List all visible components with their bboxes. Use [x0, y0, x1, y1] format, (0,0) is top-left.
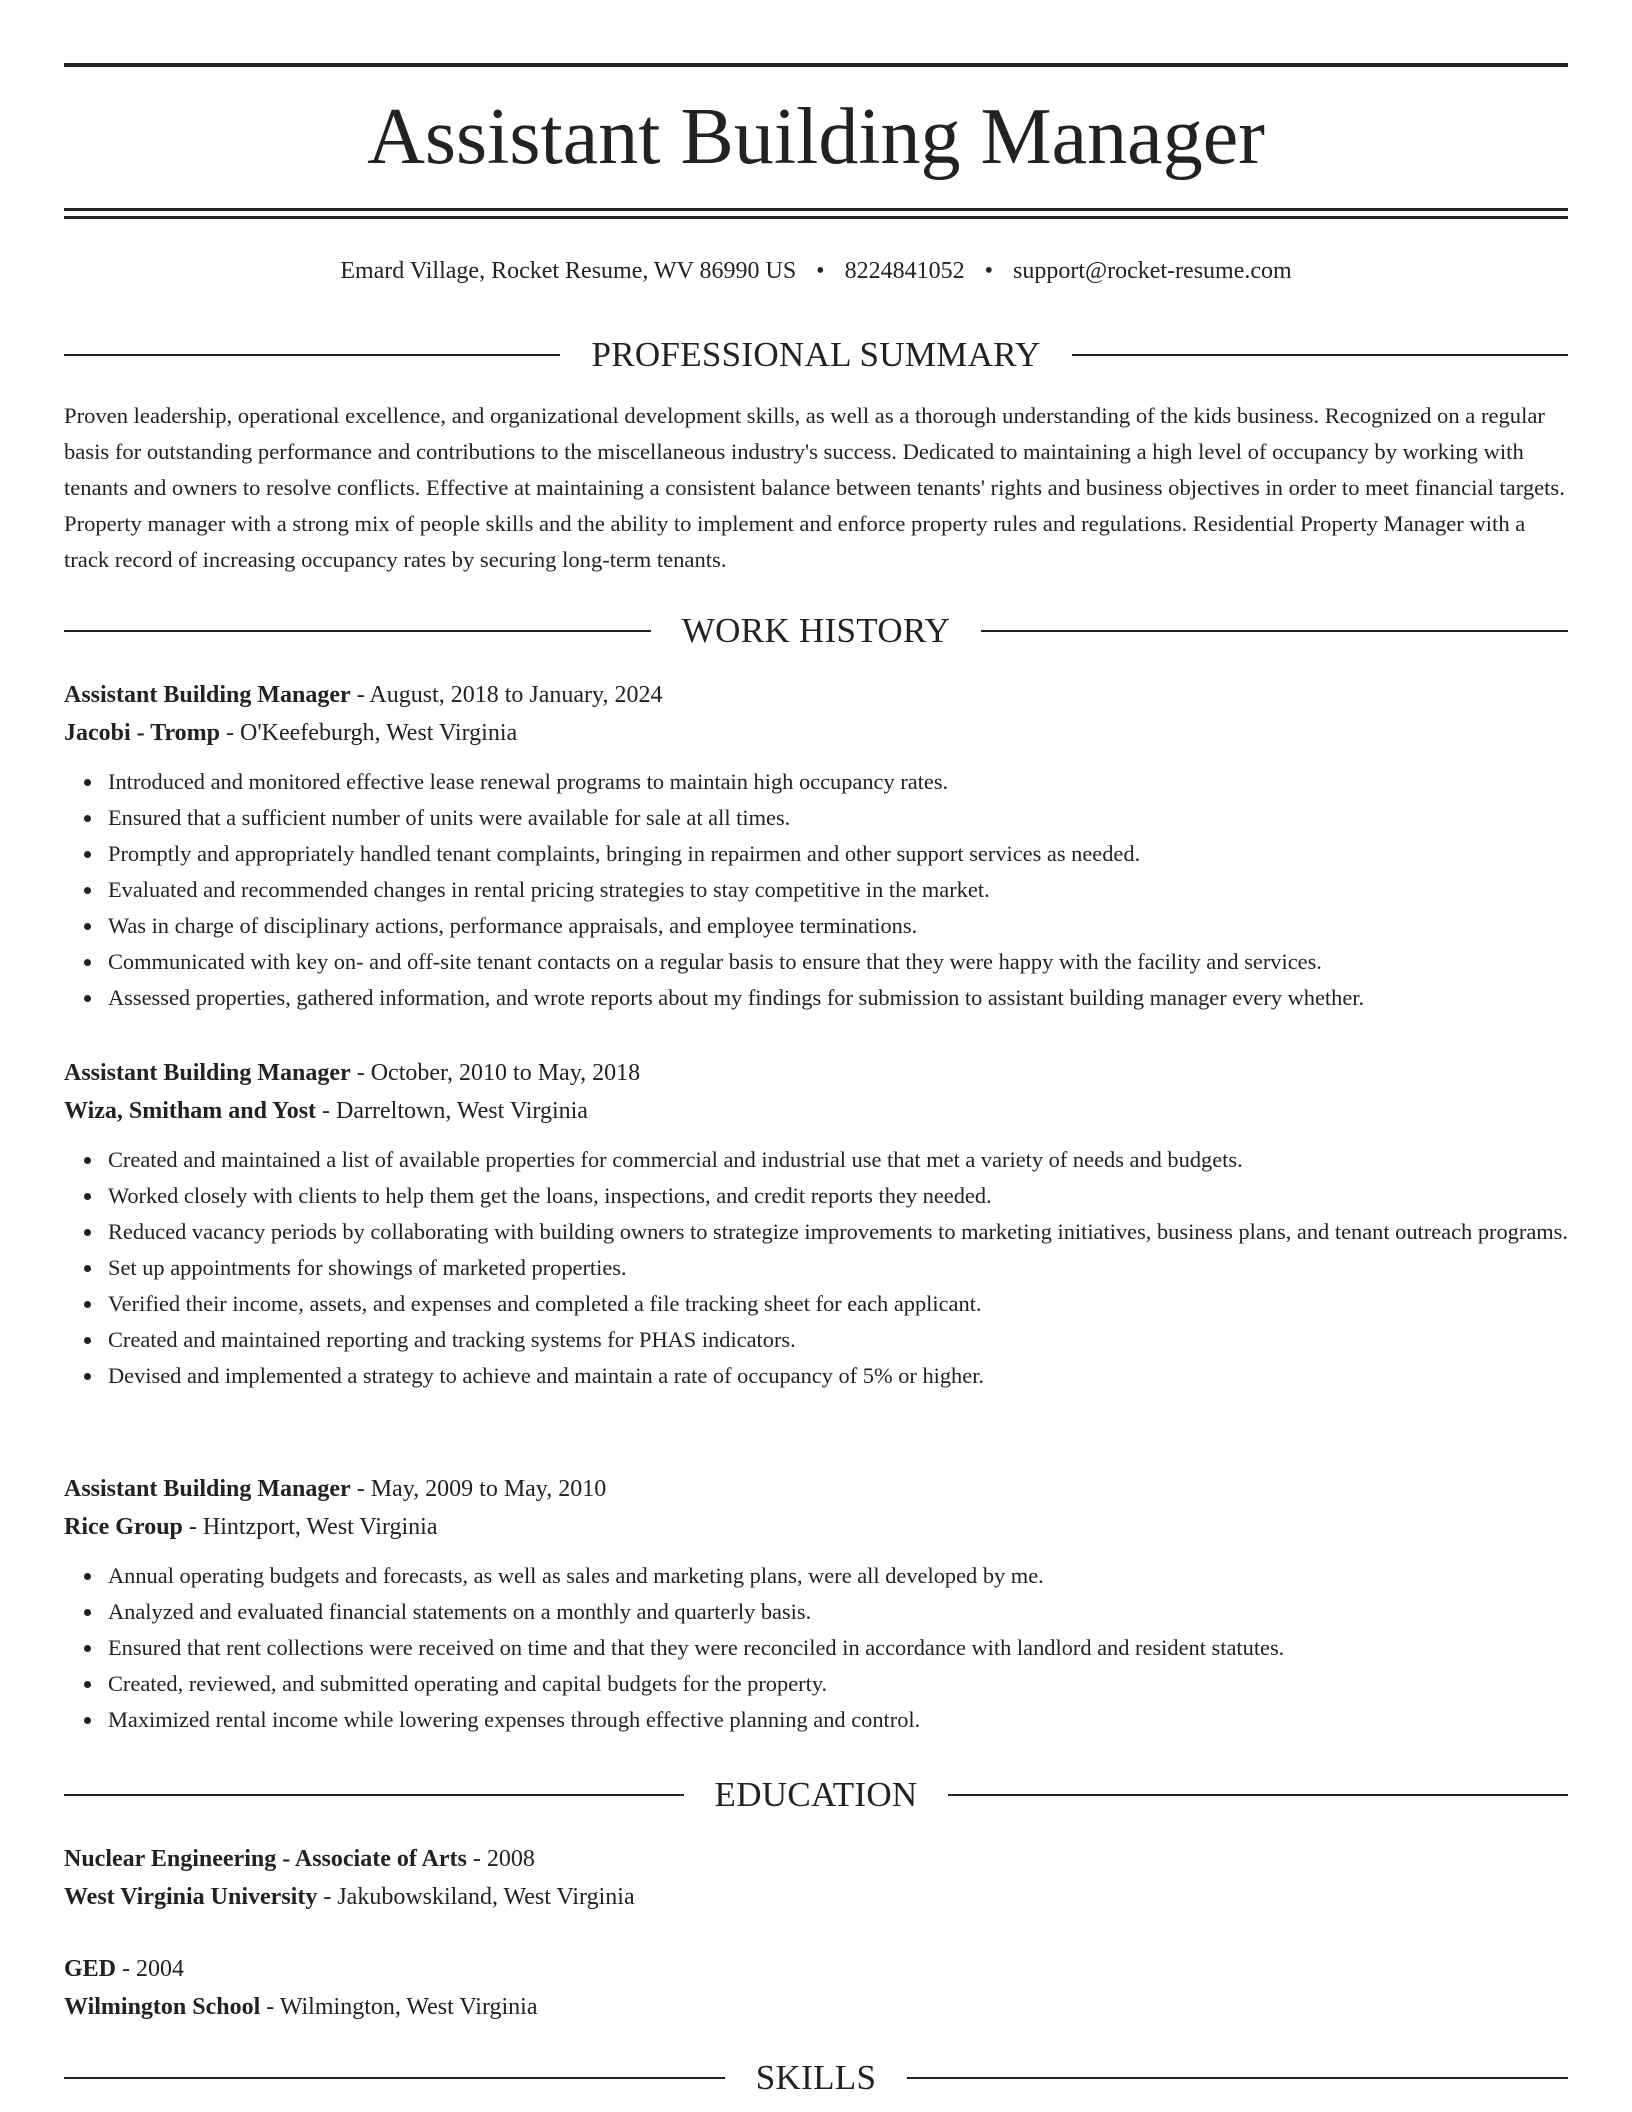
education-degree-line: [64, 1950, 1568, 1988]
job-title: Assistant Building Manager: [64, 682, 351, 708]
skills-heading: [64, 2055, 1568, 2101]
job-title: Assistant Building Manager: [64, 1060, 351, 1086]
heading-rule-left: [64, 630, 651, 632]
job-location: - Darreltown, West Virginia: [316, 1098, 588, 1124]
job-bullet: Reduced vacancy periods by collaborating with building owners to strategize improvements to marketing initiatives, business plans, and tenant outreach programs.: [108, 1214, 1568, 1250]
candidate-name: Assistant Building Manager: [367, 93, 1265, 181]
job-title-line: [64, 1054, 1568, 1092]
contact-address: Emard Village, Rocket Resume, WV 86990 US: [340, 258, 797, 284]
summary-text: Proven leadership, operational excellence, and organizational development skills, as well as a thorough understanding of the kids business. Recognized on a regular basis for outstanding performance and contributions to the miscellaneous industry's success. Dedicated to maintaining a high level of occupancy by working with tenants and owners to resolve conflicts. Effective at maintaining a consistent balance between tenants' rights and business objectives in order to meet financial targets. Property manager with a strong mix of people skills and the ability to implement and enforce property rules and regulations. Residential Property Manager with a track record of increasing occupancy rates by securing long-term tenants.: [64, 403, 1565, 572]
job-company: Jacobi - Tromp: [64, 720, 221, 746]
job-dates: - August, 2018 to January, 2024: [350, 682, 663, 708]
education-school-line: [64, 1878, 1568, 1916]
job-bullets: [64, 1558, 1568, 1738]
summary-heading: [64, 332, 1568, 378]
job-bullet: Worked closely with clients to help them get the loans, inspections, and credit reports they needed.: [108, 1178, 1568, 1214]
job-bullet: Created, reviewed, and submitted operating and capital budgets for the property.: [108, 1666, 1568, 1702]
job-company-line: [64, 1092, 1568, 1130]
job-bullet: Introduced and monitored effective lease renewal programs to maintain high occupancy rates.: [108, 764, 1568, 800]
job-bullet: Analyzed and evaluated financial statements on a monthly and quarterly basis.: [108, 1594, 1568, 1630]
header-top-rule: [64, 63, 1568, 67]
job-bullet: Communicated with key on- and off-site tenant contacts on a regular basis to ensure that they were happy with the facility and services.: [108, 944, 1568, 980]
heading-rule-right: [907, 2077, 1568, 2079]
education-heading: [64, 1772, 1568, 1818]
job-bullet: Was in charge of disciplinary actions, performance appraisals, and employee terminations.: [108, 908, 1568, 944]
heading-rule-left: [64, 1794, 684, 1796]
education-school: Wilmington School: [64, 1994, 261, 2020]
contact-separator: •: [816, 258, 825, 284]
education-location: - Jakubowskiland, West Virginia: [317, 1884, 635, 1910]
contact-email: support@rocket-resume.com: [1012, 258, 1292, 284]
job-bullet: Promptly and appropriately handled tenant complaints, bringing in repairmen and other support services as needed.: [108, 836, 1568, 872]
job-title-line: [64, 1470, 1568, 1508]
education-degree: GED: [64, 1956, 117, 1982]
job-dates: - October, 2010 to May, 2018: [350, 1060, 641, 1086]
skills-title: SKILLS: [755, 2058, 877, 2097]
heading-rule-right: [981, 630, 1568, 632]
work-history-title: WORK HISTORY: [681, 611, 951, 650]
education-degree-line: [64, 1840, 1568, 1878]
education-location: - Wilmington, West Virginia: [260, 1994, 538, 2020]
job-company: Wiza, Smitham and Yost: [64, 1098, 317, 1124]
contact-line: [64, 254, 1568, 288]
job-bullet: Ensured that a sufficient number of units were available for sale at all times.: [108, 800, 1568, 836]
job-company: Rice Group: [64, 1514, 183, 1540]
education-entry: [64, 1950, 1568, 2026]
job-location: - Hintzport, West Virginia: [182, 1514, 438, 1540]
job-bullet: Set up appointments for showings of marketed properties.: [108, 1250, 1568, 1286]
job-bullet: Devised and implemented a strategy to achieve and maintain a rate of occupancy of 5% or higher.: [108, 1358, 1568, 1394]
job-bullet: Ensured that rent collections were received on time and that they were reconciled in accordance with landlord and resident statutes.: [108, 1630, 1568, 1666]
education-degree: Nuclear Engineering - Associate of Arts: [64, 1846, 467, 1872]
job-bullet: Evaluated and recommended changes in rental pricing strategies to stay competitive in the market.: [108, 872, 1568, 908]
job-entry: [64, 1054, 1568, 1394]
heading-rule-right: [948, 1794, 1568, 1796]
job-entry: [64, 676, 1568, 1016]
education-title: EDUCATION: [714, 1775, 918, 1814]
job-location: - O'Keefeburgh, West Virginia: [220, 720, 518, 746]
education-school: West Virginia University: [64, 1884, 318, 1910]
heading-rule-left: [64, 2077, 725, 2079]
contact-phone: 8224841052: [844, 258, 965, 284]
header-double-rule-lower: [64, 216, 1568, 219]
job-bullets: [64, 764, 1568, 1016]
job-title-line: [64, 676, 1568, 714]
job-company-line: [64, 714, 1568, 752]
job-title: Assistant Building Manager: [64, 1476, 351, 1502]
education-school-line: [64, 1988, 1568, 2026]
header-double-rule-upper: [64, 208, 1568, 211]
work-history-heading: [64, 608, 1568, 654]
job-bullet: Annual operating budgets and forecasts, as well as sales and marketing plans, were all developed by me.: [108, 1558, 1568, 1594]
heading-rule-left: [64, 354, 560, 356]
job-bullet: Created and maintained a list of available properties for commercial and industrial use that met a variety of needs and budgets.: [108, 1142, 1568, 1178]
job-bullets: [64, 1142, 1568, 1394]
education-year: - 2004: [116, 1956, 185, 1982]
summary-title: PROFESSIONAL SUMMARY: [591, 335, 1041, 374]
heading-rule-right: [1072, 354, 1568, 356]
job-dates: - May, 2009 to May, 2010: [350, 1476, 607, 1502]
job-bullet: Maximized rental income while lowering expenses through effective planning and control.: [108, 1702, 1568, 1738]
education-year: - 2008: [466, 1846, 535, 1872]
education-entry: [64, 1840, 1568, 1916]
job-bullet: Created and maintained reporting and tracking systems for PHAS indicators.: [108, 1322, 1568, 1358]
job-entry: [64, 1470, 1568, 1738]
job-company-line: [64, 1508, 1568, 1546]
job-bullet: Verified their income, assets, and expenses and completed a file tracking sheet for each applicant.: [108, 1286, 1568, 1322]
job-bullet: Assessed properties, gathered information, and wrote reports about my findings for submission to assistant building manager every whether.: [108, 980, 1568, 1016]
contact-separator: •: [984, 258, 993, 284]
